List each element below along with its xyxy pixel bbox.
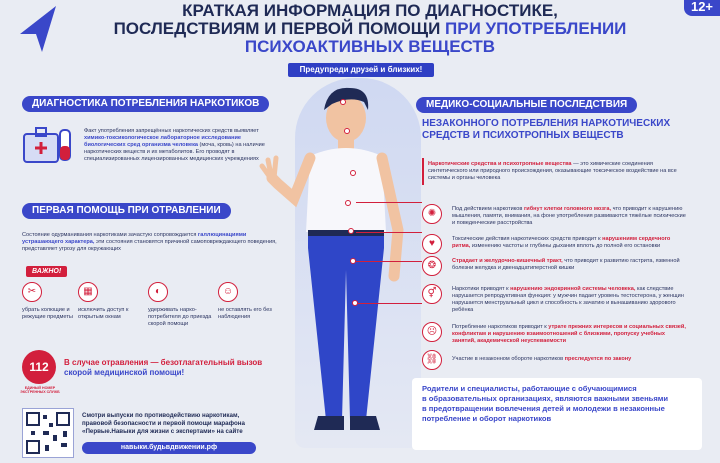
important-label: ВАЖНО! <box>26 266 67 277</box>
connector-dot <box>340 99 346 105</box>
action-item: ◐ удерживать нарко-потребителя до приезда скорой помощи <box>148 282 218 328</box>
connector-dot <box>344 128 350 134</box>
pill-icon: ◐ <box>148 282 168 302</box>
connector-line <box>356 232 422 233</box>
person-illustration <box>258 80 428 450</box>
consequences-heading: МЕДИКО-СОЦИАЛЬНЫЕ ПОСЛЕДСТВИЯ <box>416 97 637 113</box>
consequence-item: ❂ Страдает и желудочно-кишечный тракт, что приводит к развитию гастрита, язвенной болезни желудка и двенадцатиперстной кишки <box>422 256 692 278</box>
window-icon: ▦ <box>78 282 98 302</box>
emergency-badge: 112 <box>22 350 56 384</box>
heart-icon: ♥ <box>422 234 442 254</box>
qr-icon <box>23 409 73 457</box>
first-aid-actions <box>22 282 280 332</box>
diagnostics-text: Факт употребления запрещённых наркотических средств выявляет химико-токсикологическое лабораторное исследование биологических сред организма человека (моча, кровь) на наличие наркотических веществ и их метаболитов. Его проводят в специализированных лицензированных медицинских учреждениях <box>84 128 265 162</box>
scissors-icon: ✂ <box>22 282 42 302</box>
consequence-item: ♥ Токсические действия наркотических средств приводит к нарушениям сердечного ритма, изменению частоты и глубины дыхания вплоть до полной его остановки <box>422 234 692 258</box>
action-item: ✂ убрать колющие и режущие предметы <box>22 282 84 321</box>
diagnostics-heading: ДИАГНОСТИКА ПОТРЕБЛЕНИЯ НАРКОТИКОВ <box>22 96 269 112</box>
page-title: КРАТКАЯ ИНФОРМАЦИЯ ПО ДИАГНОСТИКЕ, ПОСЛЕДСТВИЯМ И ПЕРВОЙ ПОМОЩИ ПРИ УПОТРЕБЛЕНИИ ПСИХОАКТИВНЫХ ВЕЩЕСТВ <box>113 1 627 56</box>
site-link[interactable]: навыки.будьвдвижении.рф <box>82 442 256 454</box>
connector-line <box>358 303 422 304</box>
consequences-subheading: НЕЗАКОННОГО ПОТРЕБЛЕНИЯ НАРКОТИЧЕСКИХ СРЕДСТВ И ПСИХОТРОПНЫХ ВЕЩЕСТВ <box>422 118 671 141</box>
gender-icon: ⚥ <box>422 284 442 304</box>
qr-code[interactable] <box>22 408 74 458</box>
warn-banner: Предупреди друзей и близких! <box>288 63 434 77</box>
action-item: ☺ не оставлять его без наблюдения <box>218 282 278 321</box>
action-item: ▦ исключить доступ к открытым окнам <box>78 282 140 321</box>
emergency-text: В случае отравления — безотлагательный вызов скорой медицинской помощи! <box>64 358 263 377</box>
medical-kit-icon <box>22 122 74 166</box>
age-badge: 12+ <box>684 0 720 16</box>
connector-dot <box>350 170 356 176</box>
connector-line <box>356 261 422 262</box>
stomach-icon: ❂ <box>422 256 442 276</box>
consequence-item: ⛓ Участие в незаконном обороте наркотиков преследуется по закону <box>422 350 692 370</box>
brain-icon: ✺ <box>422 204 442 224</box>
first-aid-heading: ПЕРВАЯ ПОМОЩЬ ПРИ ОТРАВЛЕНИИ <box>22 203 231 219</box>
consequence-item: ✺ Под действием наркотиков гибнут клетки головного мозга, что приводит к нарушению мышления, памяти, внимания, на фоне употребления развиваются тяжёлые психические и поведенческие расстройства <box>422 204 692 230</box>
brand-logo <box>16 4 58 56</box>
consequence-item: ⚥ Наркотики приводят к нарушению эндокринной системы человека, как следствие нарушается репродуктивная функция: у мужчин падает уровень тестостерона, у женщин нарушается менструальный цикл и способность к зачатию и вынашиванию здорового ребёнка <box>422 284 692 318</box>
definition-box: Наркотические средства и психотропные вещества — это химические соединения синтетического или природного происхождения, оказывающие токсическое воздействие на все системы и органы человека <box>422 158 692 185</box>
connector-line <box>356 202 422 203</box>
connector-dot <box>348 228 354 234</box>
consequence-item: ☹ Потребление наркотиков приводит к утрате прежних интересов и социальных связей, конфликтам и нарушению взаимоотношений с близкими, пропуску учебных занятий, академической неуспеваемости <box>422 322 692 348</box>
handcuffs-icon: ⛓ <box>422 350 442 370</box>
people-icon: ☹ <box>422 322 442 342</box>
connector-dot <box>345 200 351 206</box>
person-icon: ☺ <box>218 282 238 302</box>
footer-text: Смотри выпуски по противодействию наркотикам, правовой безопасности и первой помощи марафона «Первые.Навыки для жизни с экспертами» на сайте <box>82 412 245 435</box>
first-aid-text: Состояние одурманивания наркотиками зачастую сопровождается галлюцинациями устрашающего характера, эти состояния становятся причиной самоповреждающего поведения, представляет угрозу для окружающих <box>22 232 277 252</box>
emergency-sub: ЕДИНЫЙ НОМЕР ЭКСТРЕННЫХ СЛУЖБ <box>20 386 60 395</box>
parents-card: Родители и специалисты, работающие с обучающимися в образовательных организациях, являются важными звеньями в предотвращении вовлечения детей и молодежи в незаконные потребление и оборот наркотиков <box>412 378 702 450</box>
